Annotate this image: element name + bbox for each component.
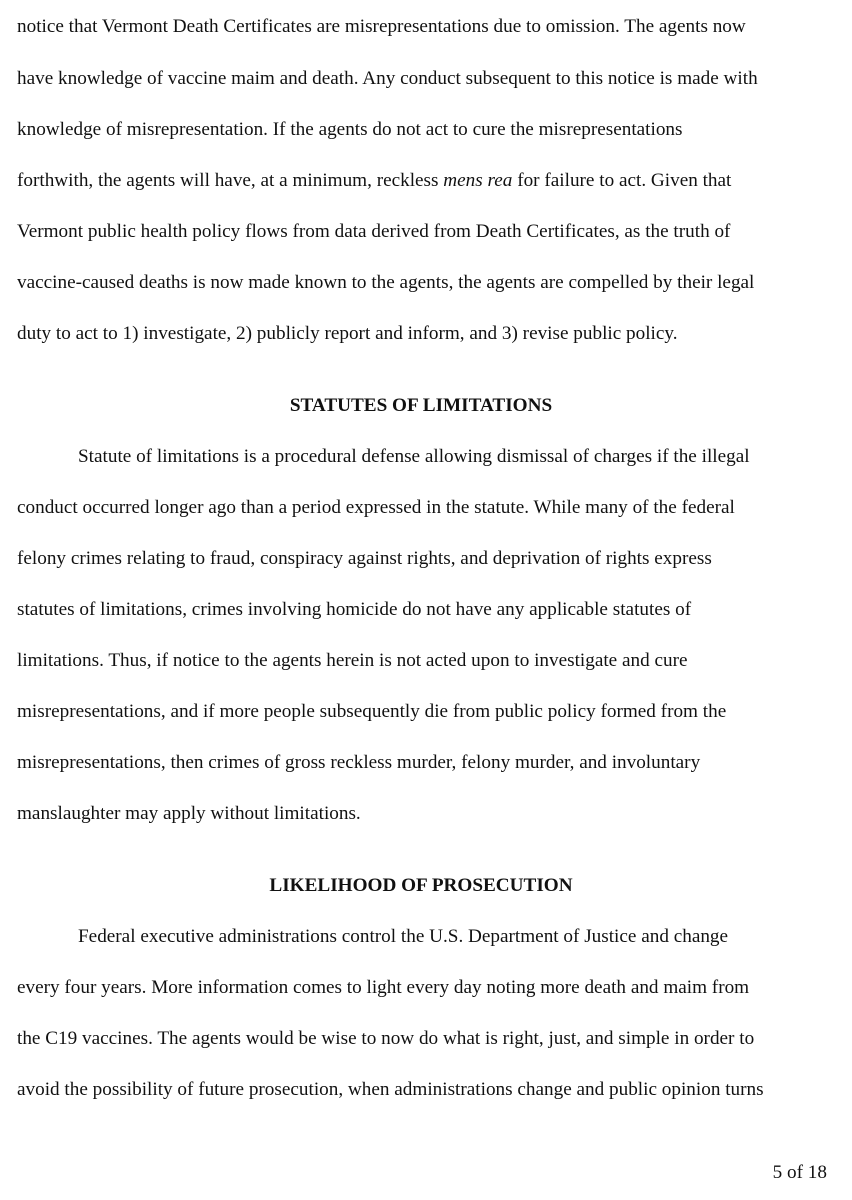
paragraph-line: Federal executive administrations control the U.S. Department of Justice and change <box>78 926 729 947</box>
paragraph-line: statutes of limitations, crimes involving homicide do not have any applicable statutes of <box>17 599 692 620</box>
paragraph-line: the C19 vaccines. The agents would be wise to now do what is right, just, and simple in order to <box>17 1028 755 1049</box>
section-heading: LIKELIHOOD OF PROSECUTION <box>269 875 573 896</box>
paragraph-line: notice that Vermont Death Certificates are misrepresentations due to omission. The agents now <box>17 16 746 37</box>
paragraph-line: misrepresentations, then crimes of gross reckless murder, felony murder, and involuntary <box>17 752 701 773</box>
section-heading: STATUTES OF LIMITATIONS <box>289 395 553 416</box>
paragraph-line: avoid the possibility of future prosecution, when administrations change and public opinion turns <box>17 1079 764 1100</box>
text-segment: for failure to act. Given that <box>517 170 732 191</box>
paragraph-line: manslaughter may apply without limitations. <box>17 803 361 824</box>
page-number: 5 of 18 <box>772 1162 827 1183</box>
paragraph-line: conduct occurred longer ago than a period expressed in the statute. While many of the federal <box>17 497 735 518</box>
paragraph-line: vaccine-caused deaths is now made known to the agents, the agents are compelled by their legal <box>17 272 755 293</box>
paragraph-line: limitations. Thus, if notice to the agents herein is not acted upon to investigate and cure <box>17 650 688 671</box>
paragraph-line: Statute of limitations is a procedural defense allowing dismissal of charges if the illegal <box>78 446 750 467</box>
paragraph-line: every four years. More information comes to light every day noting more death and maim from <box>17 977 750 998</box>
paragraph-line: knowledge of misrepresentation. If the agents do not act to cure the misrepresentations <box>17 119 683 140</box>
text-segment: forthwith, the agents will have, at a minimum, reckless <box>17 170 439 191</box>
italic-term: mens rea <box>443 170 513 191</box>
paragraph-line: felony crimes relating to fraud, conspiracy against rights, and deprivation of rights express <box>17 548 712 569</box>
paragraph-line: Vermont public health policy flows from data derived from Death Certificates, as the truth of <box>17 221 731 242</box>
paragraph-line <box>17 169 837 193</box>
paragraph-line: misrepresentations, and if more people subsequently die from public policy formed from the <box>17 701 727 722</box>
paragraph-line: have knowledge of vaccine maim and death. Any conduct subsequent to this notice is made with <box>17 68 758 89</box>
paragraph-line: duty to act to 1) investigate, 2) publicly report and inform, and 3) revise public policy. <box>17 323 678 344</box>
